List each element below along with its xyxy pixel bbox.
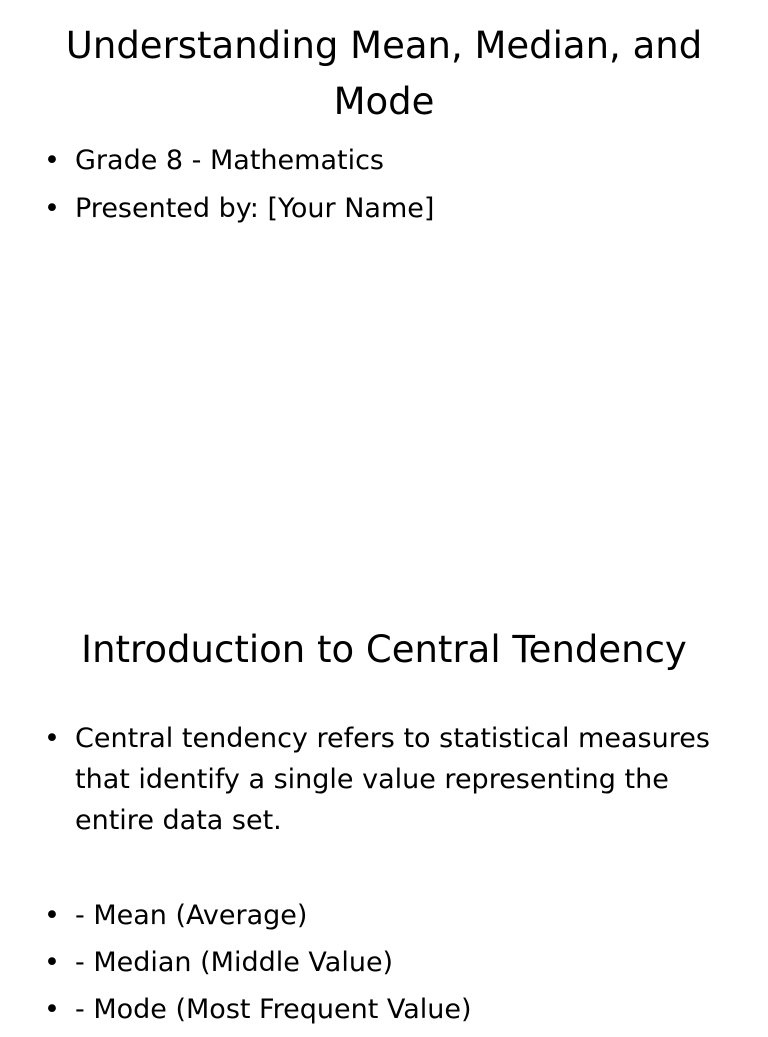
bullet-text: Central tendency refers to statistical measures that identify a single value representing the entire data set. [75, 723, 710, 836]
bullet-text: - Mean (Average) [75, 900, 308, 931]
bullet-text: Grade 8 - Mathematics [75, 145, 384, 176]
bullet-text: - Mode (Most Frequent Value) [75, 994, 472, 1025]
slide-bullet-list [40, 718, 730, 1037]
bullet-dot-icon: • [44, 723, 60, 754]
bullet-item [40, 189, 730, 229]
bullet-dot-icon: • [44, 900, 60, 931]
bullet-dot-icon: • [44, 145, 60, 176]
slide-introduction [0, 576, 768, 1024]
slide-title-heading: Understanding Mean, Median, and Mode [65, 24, 703, 123]
bullet-item [40, 990, 730, 1030]
bullet-text: - Median (Middle Value) [75, 947, 394, 978]
bullet-item [40, 943, 730, 983]
bullet-item [40, 718, 730, 841]
bullet-text: Presented by: [Your Name] [75, 193, 435, 224]
bullet-item [40, 896, 730, 936]
slide-title-heading: Introduction to Central Tendency [81, 628, 687, 671]
bullet-dot-icon: • [44, 947, 60, 978]
bullet-item [40, 141, 730, 181]
bullet-dot-icon: • [44, 994, 60, 1025]
slide-bullet-list [40, 141, 730, 237]
bullet-dot-icon: • [44, 193, 60, 224]
